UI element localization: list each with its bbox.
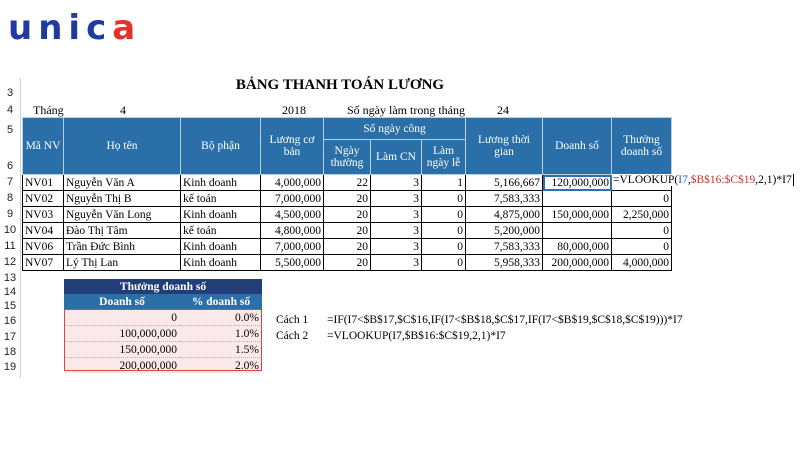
header-ma-nv[interactable]: Mã NV: [23, 118, 64, 175]
cell-doanh-so[interactable]: 150,000,000: [543, 207, 612, 223]
table-row: [23, 207, 672, 223]
cach1-formula[interactable]: =IF(I7<$B$17,$C$16,IF(I7<$B$18,$C$17,IF(I7<$B$19,$C$18,$C$19)))*I7: [327, 314, 683, 326]
bonus-cell-doanh-so[interactable]: 0: [64, 310, 180, 326]
row-number[interactable]: 18: [3, 346, 17, 358]
bonus-table-title[interactable]: Thưởng doanh số: [64, 279, 262, 294]
table-row: [23, 175, 672, 191]
table-row: [23, 255, 672, 271]
cell-lam-cn[interactable]: 3: [371, 255, 422, 271]
cell-thuong-doanh-so[interactable]: 0: [612, 239, 672, 255]
cell-lam-ngay-le[interactable]: 0: [422, 239, 466, 255]
month-label[interactable]: Tháng: [33, 103, 64, 117]
cell-ngay-thuong[interactable]: 22: [324, 175, 371, 191]
cell-bo-phan[interactable]: Kinh doanh: [181, 239, 261, 255]
row-number[interactable]: 16: [3, 315, 17, 327]
sheet-title: BẢNG THANH TOÁN LƯƠNG: [235, 77, 445, 93]
table-row: [23, 191, 672, 207]
cell-doanh-so[interactable]: 80,000,000: [543, 239, 612, 255]
formula-rest: ,2,1)*I7: [755, 174, 792, 186]
header-lam-ngay-le[interactable]: Làm ngày lễ: [422, 140, 466, 175]
cell-luong[interactable]: 4,000,000: [261, 175, 324, 191]
bonus-cell-doanh-so[interactable]: 200,000,000: [64, 358, 180, 374]
header-ho-ten[interactable]: Họ tên: [64, 118, 181, 175]
cach2-label[interactable]: Cách 2: [276, 330, 309, 342]
cell-ngay-thuong[interactable]: 20: [324, 223, 371, 239]
cell-bo-phan[interactable]: Kinh doanh: [181, 207, 261, 223]
cell-doanh-so-referenced[interactable]: 120,000,000: [543, 175, 612, 191]
header-luong-co-ban[interactable]: Lương cơ bản: [261, 118, 324, 175]
table-row: [64, 342, 262, 358]
cell-ma[interactable]: NV02: [23, 191, 64, 207]
cell-luong-thoi-gian[interactable]: 7,583,333: [466, 191, 543, 207]
cell-ma[interactable]: NV01: [23, 175, 64, 191]
header-lam-cn[interactable]: Làm CN: [371, 140, 422, 175]
table-row: [64, 358, 262, 374]
cell-bo-phan[interactable]: kế toán: [181, 223, 261, 239]
bonus-header-pct[interactable]: % doanh số: [180, 294, 262, 310]
row-number[interactable]: 3: [6, 87, 14, 99]
cach2-formula[interactable]: =VLOOKUP(I7,$B$16:$C$19,2,1)*I7: [327, 330, 506, 342]
table-row: [23, 239, 672, 255]
row-number[interactable]: 9: [6, 208, 14, 220]
cell-luong[interactable]: 4,800,000: [261, 223, 324, 239]
cell-lam-cn[interactable]: 3: [371, 239, 422, 255]
cell-lam-ngay-le[interactable]: 0: [422, 207, 466, 223]
in-cell-formula-editor[interactable]: [612, 174, 795, 186]
payroll-table: [22, 117, 672, 271]
cell-thuong-doanh-so[interactable]: 0: [612, 223, 672, 239]
year-value[interactable]: 2018: [282, 103, 306, 117]
cell-doanh-so[interactable]: [543, 191, 612, 207]
cell-ho-ten[interactable]: Nguyễn Văn A: [64, 175, 181, 191]
cell-ma[interactable]: NV04: [23, 223, 64, 239]
cell-luong-thoi-gian[interactable]: 5,200,000: [466, 223, 543, 239]
row-number[interactable]: 15: [3, 300, 17, 312]
cell-luong-thoi-gian[interactable]: 7,583,333: [466, 239, 543, 255]
row-number[interactable]: 7: [6, 176, 14, 188]
cell-ho-ten[interactable]: Trần Đức Bình: [64, 239, 181, 255]
row-number[interactable]: 19: [3, 361, 17, 373]
formula-prefix: =VLOOKUP(: [613, 174, 679, 186]
workdays-label[interactable]: Số ngày làm trong tháng: [347, 103, 465, 117]
cell-luong[interactable]: 5,500,000: [261, 255, 324, 271]
cell-lam-ngay-le[interactable]: 0: [422, 191, 466, 207]
month-value[interactable]: 4: [120, 103, 126, 117]
cell-ngay-thuong[interactable]: 20: [324, 207, 371, 223]
bonus-cell-pct[interactable]: 1.0%: [180, 326, 262, 342]
bonus-cell-pct[interactable]: 1.5%: [180, 342, 262, 358]
row-header-divider: [20, 78, 21, 378]
cell-luong-thoi-gian[interactable]: 5,166,667: [466, 175, 543, 191]
cell-luong-thoi-gian[interactable]: 5,958,333: [466, 255, 543, 271]
unica-logo: unica: [8, 8, 142, 48]
cell-thuong-doanh-so[interactable]: 4,000,000: [612, 255, 672, 271]
cell-lam-cn[interactable]: 3: [371, 207, 422, 223]
row-number[interactable]: 8: [6, 192, 14, 204]
cell-thuong-doanh-so[interactable]: 0: [612, 191, 672, 207]
cell-ngay-thuong[interactable]: 20: [324, 255, 371, 271]
table-row: [64, 326, 262, 342]
header-ngay-thuong[interactable]: Ngày thường: [324, 140, 371, 175]
cell-luong-thoi-gian[interactable]: 4,875,000: [466, 207, 543, 223]
cell-lam-ngay-le[interactable]: 1: [422, 175, 466, 191]
cell-bo-phan[interactable]: Kinh doanh: [181, 255, 261, 271]
cell-lam-ngay-le[interactable]: 0: [422, 255, 466, 271]
cell-ngay-thuong[interactable]: 20: [324, 239, 371, 255]
formula-comma: ,: [687, 174, 691, 186]
row-number[interactable]: 4: [6, 104, 14, 116]
formula-ref-range: $B$16:$C$19: [690, 174, 756, 186]
cell-ma[interactable]: NV03: [23, 207, 64, 223]
table-row: [23, 223, 672, 239]
header-doanh-so[interactable]: Doanh số: [543, 118, 612, 175]
row-number[interactable]: 11: [4, 240, 16, 252]
cell-ho-ten[interactable]: Nguyễn Văn Long: [64, 207, 181, 223]
cell-doanh-so[interactable]: 200,000,000: [543, 255, 612, 271]
text-cursor: [793, 174, 794, 186]
row-number[interactable]: 10: [3, 224, 17, 236]
cell-ma[interactable]: NV07: [23, 255, 64, 271]
table-row: [64, 310, 262, 326]
cell-luong[interactable]: 4,500,000: [261, 207, 324, 223]
cell-lam-cn[interactable]: 3: [371, 175, 422, 191]
cell-luong[interactable]: 7,000,000: [261, 239, 324, 255]
cell-ngay-thuong[interactable]: 20: [324, 191, 371, 207]
cell-bo-phan[interactable]: kế toán: [181, 191, 261, 207]
cell-thuong-doanh-so[interactable]: 2,250,000: [612, 207, 672, 223]
row-number[interactable]: 14: [3, 286, 17, 298]
cell-ho-ten[interactable]: Lý Thị Lan: [64, 255, 181, 271]
row-number[interactable]: 6: [6, 160, 14, 172]
row-number[interactable]: 5: [6, 124, 14, 136]
cell-doanh-so[interactable]: [543, 223, 612, 239]
bonus-cell-pct[interactable]: 2.0%: [180, 358, 262, 374]
bonus-cell-doanh-so[interactable]: 100,000,000: [64, 326, 180, 342]
formula-ref-i7: I7: [678, 174, 688, 186]
cell-lam-cn[interactable]: 3: [371, 191, 422, 207]
row-number[interactable]: 12: [3, 256, 17, 268]
cell-ma[interactable]: NV06: [23, 239, 64, 255]
cell-lam-cn[interactable]: 3: [371, 223, 422, 239]
cell-lam-ngay-le[interactable]: 0: [422, 223, 466, 239]
workdays-value[interactable]: 24: [497, 103, 509, 117]
header-so-ngay-cong[interactable]: Số ngày công: [324, 118, 466, 140]
cell-bo-phan[interactable]: Kinh doanh: [181, 175, 261, 191]
header-bo-phan[interactable]: Bộ phận: [181, 118, 261, 175]
header-thuong-doanh-so[interactable]: Thưởng doanh số: [612, 118, 672, 175]
cell-ho-ten[interactable]: Nguyễn Thị B: [64, 191, 181, 207]
bonus-cell-doanh-so[interactable]: 150,000,000: [64, 342, 180, 358]
cell-ho-ten[interactable]: Đào Thị Tâm: [64, 223, 181, 239]
header-luong-thoi-gian[interactable]: Lương thời gian: [466, 118, 543, 175]
bonus-table: [64, 279, 262, 373]
cach1-label[interactable]: Cách 1: [276, 314, 309, 326]
row-number[interactable]: 13: [3, 272, 17, 284]
row-number[interactable]: 17: [3, 331, 17, 343]
bonus-header-doanh-so[interactable]: Doanh số: [64, 294, 180, 310]
cell-luong[interactable]: 7,000,000: [261, 191, 324, 207]
bonus-cell-pct[interactable]: 0.0%: [180, 310, 262, 326]
